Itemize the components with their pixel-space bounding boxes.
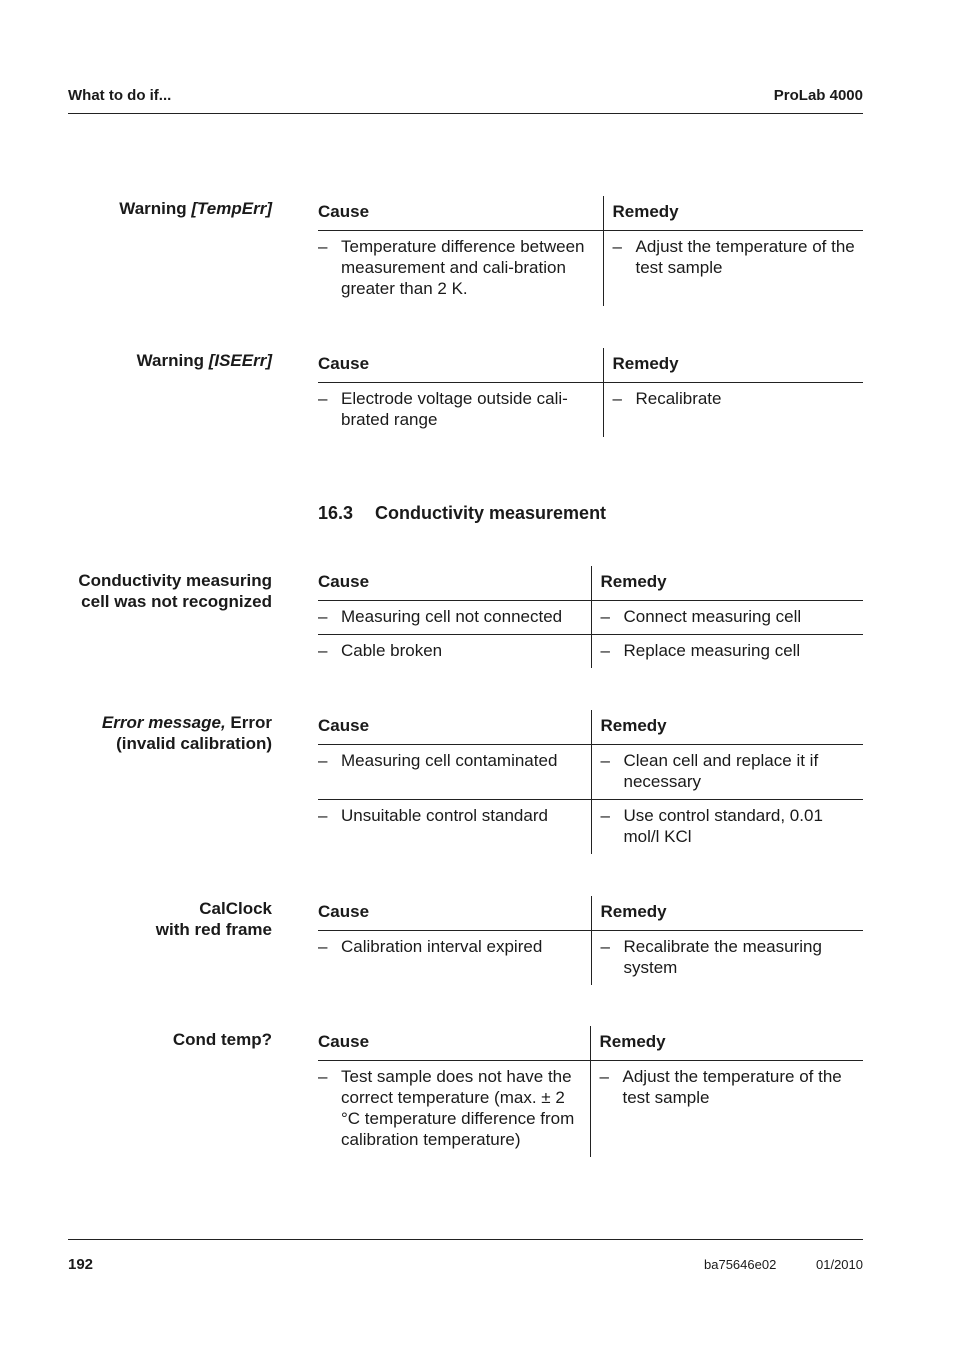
dash-bullet: – (600, 751, 610, 770)
dash-bullet: – (318, 389, 328, 408)
cause-text: Measuring cell contaminated (341, 751, 558, 770)
side-label-text: Warning (119, 199, 192, 218)
remedy-text: Use control standard, 0.01 mol/l KCl (623, 806, 823, 846)
side-label-cond-temp (32, 1029, 272, 1050)
dash-bullet: – (318, 237, 328, 256)
header-rule (68, 113, 863, 114)
side-label-cell-not-recognized (32, 570, 272, 612)
cause-remedy-table (318, 710, 863, 854)
page-number: 192 (68, 1256, 94, 1273)
cause-remedy-table (318, 566, 863, 668)
section-title: Conductivity measurement (375, 503, 607, 523)
dash-bullet: – (600, 806, 610, 825)
table-row (318, 601, 863, 635)
cause-header: Cause (318, 566, 591, 601)
remedy-text: Adjust the temperature of the test sample (635, 237, 855, 277)
side-label-italic: Error message, (101, 713, 226, 732)
dash-bullet: – (612, 237, 622, 256)
dash-bullet: – (318, 806, 328, 825)
cause-remedy-table (318, 896, 863, 985)
side-label-text: Error (225, 713, 272, 732)
remedy-header: Remedy (603, 348, 863, 383)
cause-header: Cause (318, 348, 603, 383)
side-label-code: [TempErr] (191, 199, 272, 218)
side-label-calclock (32, 898, 272, 940)
side-label-text: Warning (136, 351, 209, 370)
table-row (318, 635, 863, 669)
cause-remedy-table (318, 196, 863, 306)
cause-header: Cause (318, 896, 591, 931)
side-label-iseerr (32, 350, 272, 371)
document-date: 01/2010 (816, 1257, 863, 1272)
table-row (318, 1061, 863, 1158)
running-header-left: What to do if... (68, 87, 172, 104)
cause-text: Unsuitable control standard (341, 806, 548, 825)
side-label-line: Conductivity measuring (78, 571, 272, 590)
side-label-temperr (32, 198, 272, 219)
remedy-header: Remedy (591, 566, 863, 601)
remedy-header: Remedy (591, 710, 863, 745)
cause-header: Cause (318, 196, 603, 231)
remedy-header: Remedy (591, 896, 863, 931)
dash-bullet: – (318, 641, 328, 660)
document-id: ba75646e02 (704, 1257, 777, 1272)
remedy-text: Replace measuring cell (623, 641, 801, 660)
cause-header: Cause (318, 710, 591, 745)
table-row (318, 931, 863, 986)
remedy-header: Remedy (603, 196, 863, 231)
cause-remedy-table (318, 348, 863, 437)
dash-bullet: – (318, 607, 328, 626)
cause-header: Cause (318, 1026, 590, 1061)
cause-text: Calibration interval expired (341, 937, 543, 956)
side-label-invalid-calibration (32, 712, 272, 754)
running-header-right: ProLab 4000 (773, 87, 863, 104)
remedy-text: Clean cell and replace it if necessary (623, 751, 819, 791)
table-row (318, 800, 863, 855)
side-label-line: with red frame (155, 920, 272, 939)
dash-bullet: – (600, 641, 610, 660)
dash-bullet: – (318, 751, 328, 770)
cause-text: Test sample does not have the correct temperature (max. ± 2 °C temperature difference from calibration temperature) (341, 1067, 575, 1149)
cause-text: Cable broken (341, 641, 443, 660)
dash-bullet: – (600, 937, 610, 956)
cause-text: Temperature difference between measurement and cali-bration greater than 2 K. (341, 237, 585, 298)
side-label-line: cell was not recognized (81, 592, 272, 611)
table-row (318, 745, 863, 800)
side-label-line: Cond temp? (172, 1030, 272, 1049)
cause-text: Measuring cell not connected (341, 607, 563, 626)
section-heading (318, 503, 606, 524)
table-row (318, 383, 863, 438)
remedy-text: Recalibrate (635, 389, 722, 408)
dash-bullet: – (600, 607, 610, 626)
side-label-line: CalClock (199, 899, 272, 918)
section-number: 16.3 (318, 503, 354, 523)
dash-bullet: – (318, 937, 328, 956)
remedy-text: Adjust the temperature of the test sample (622, 1067, 842, 1107)
dash-bullet: – (612, 389, 622, 408)
cause-text: Electrode voltage outside cali-brated range (341, 389, 568, 429)
cause-remedy-table (318, 1026, 863, 1157)
table-row (318, 231, 863, 307)
remedy-text: Connect measuring cell (623, 607, 802, 626)
footer-rule (68, 1239, 863, 1240)
dash-bullet: – (599, 1067, 609, 1086)
side-label-code: [ISEErr] (208, 351, 272, 370)
remedy-text: Recalibrate the measuring system (623, 937, 822, 977)
dash-bullet: – (318, 1067, 328, 1086)
side-label-line: (invalid calibration) (116, 734, 272, 753)
remedy-header: Remedy (590, 1026, 863, 1061)
